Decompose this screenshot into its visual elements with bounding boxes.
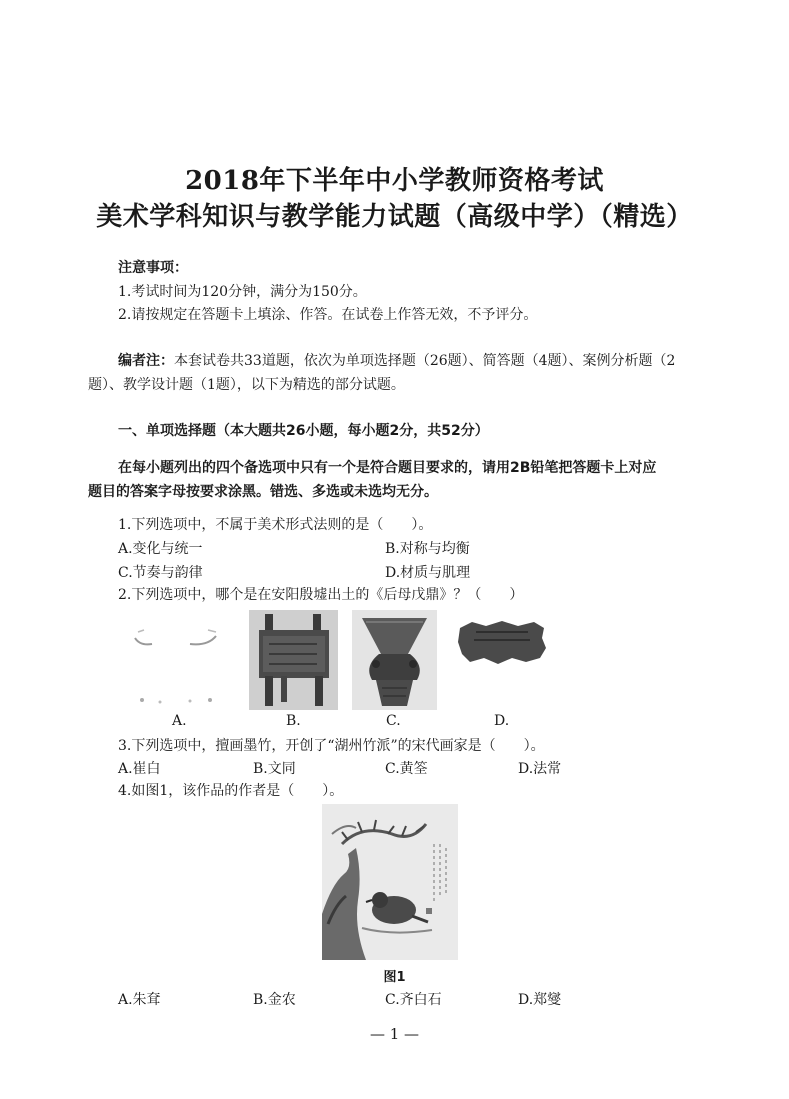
question-2-option-c: C. [386, 713, 401, 729]
question-4-painting [322, 804, 458, 960]
notice-heading: 注意事项： [118, 260, 188, 276]
question-3-option-d: D.法常 [518, 761, 562, 777]
question-2-image-d [456, 618, 548, 666]
question-1-option-c: C.节奏与韵律 [118, 565, 203, 581]
question-4-stem: 4.如图1，该作品的作者是（ ）。 [118, 783, 344, 799]
question-2-option-b: B. [286, 713, 301, 729]
question-1-option-a: A.变化与统一 [118, 541, 203, 557]
question-2-option-a: A. [172, 713, 187, 729]
question-4-option-c: C.齐白石 [385, 992, 442, 1008]
question-3-stem: 3.下列选项中，擅画墨竹，开创了“湖州竹派”的宋代画家是（ ）。 [118, 738, 545, 754]
exam-title-line2: 美术学科知识与教学能力试题（高级中学）（精选） [96, 202, 693, 232]
question-4-option-d: D.郑燮 [518, 992, 562, 1008]
question-2-image-a [130, 610, 220, 710]
editor-note-text1: 本套试卷共33道题，依次为单项选择题（26题）、简答题（4题）、案例分析题（2 [174, 353, 676, 369]
figure-1-caption: 图1 [383, 970, 406, 985]
question-2-image-b [249, 610, 338, 710]
section1-heading: 一、单项选择题（本大题共26小题，每小题2分，共52分） [118, 423, 489, 439]
question-4-option-b: B.金农 [253, 992, 296, 1008]
page-number: — 1 — [369, 1025, 420, 1043]
question-3-option-a: A.崔白 [118, 761, 161, 777]
editor-note-line2: 题）、教学设计题（1题），以下为精选的部分试题。 [88, 377, 405, 393]
question-2-stem: 2.下列选项中，哪个是在安阳殷墟出土的《后母戊鼎》？（ ） [118, 587, 524, 603]
question-2-image-c [352, 610, 437, 710]
section1-instruction-line2: 题目的答案字母按要求涂黑。错选、多选或未选均无分。 [88, 484, 438, 500]
editor-note-label: 编者注： [118, 353, 174, 369]
question-2-option-d: D. [494, 713, 510, 729]
exam-title-line1: 2018年下半年中小学教师资格考试 [185, 166, 604, 196]
section1-instruction-line1: 在每小题列出的四个备选项中只有一个是符合题目要求的，请用2B铅笔把答题卡上对应 [118, 460, 657, 476]
question-1-stem: 1.下列选项中，不属于美术形式法则的是（ ）。 [118, 517, 433, 533]
notice-item-1: 1.考试时间为120分钟，满分为150分。 [118, 284, 367, 300]
question-1-option-b: B.对称与均衡 [385, 541, 470, 557]
question-1-option-d: D.材质与肌理 [385, 565, 471, 581]
question-3-option-c: C.黄筌 [385, 761, 428, 777]
notice-item-2: 2.请按规定在答题卡上填涂、作答。在试卷上作答无效，不予评分。 [118, 307, 538, 323]
question-3-option-b: B.文同 [253, 761, 296, 777]
editor-note-line1 [118, 351, 675, 371]
question-4-option-a: A.朱耷 [118, 992, 161, 1008]
